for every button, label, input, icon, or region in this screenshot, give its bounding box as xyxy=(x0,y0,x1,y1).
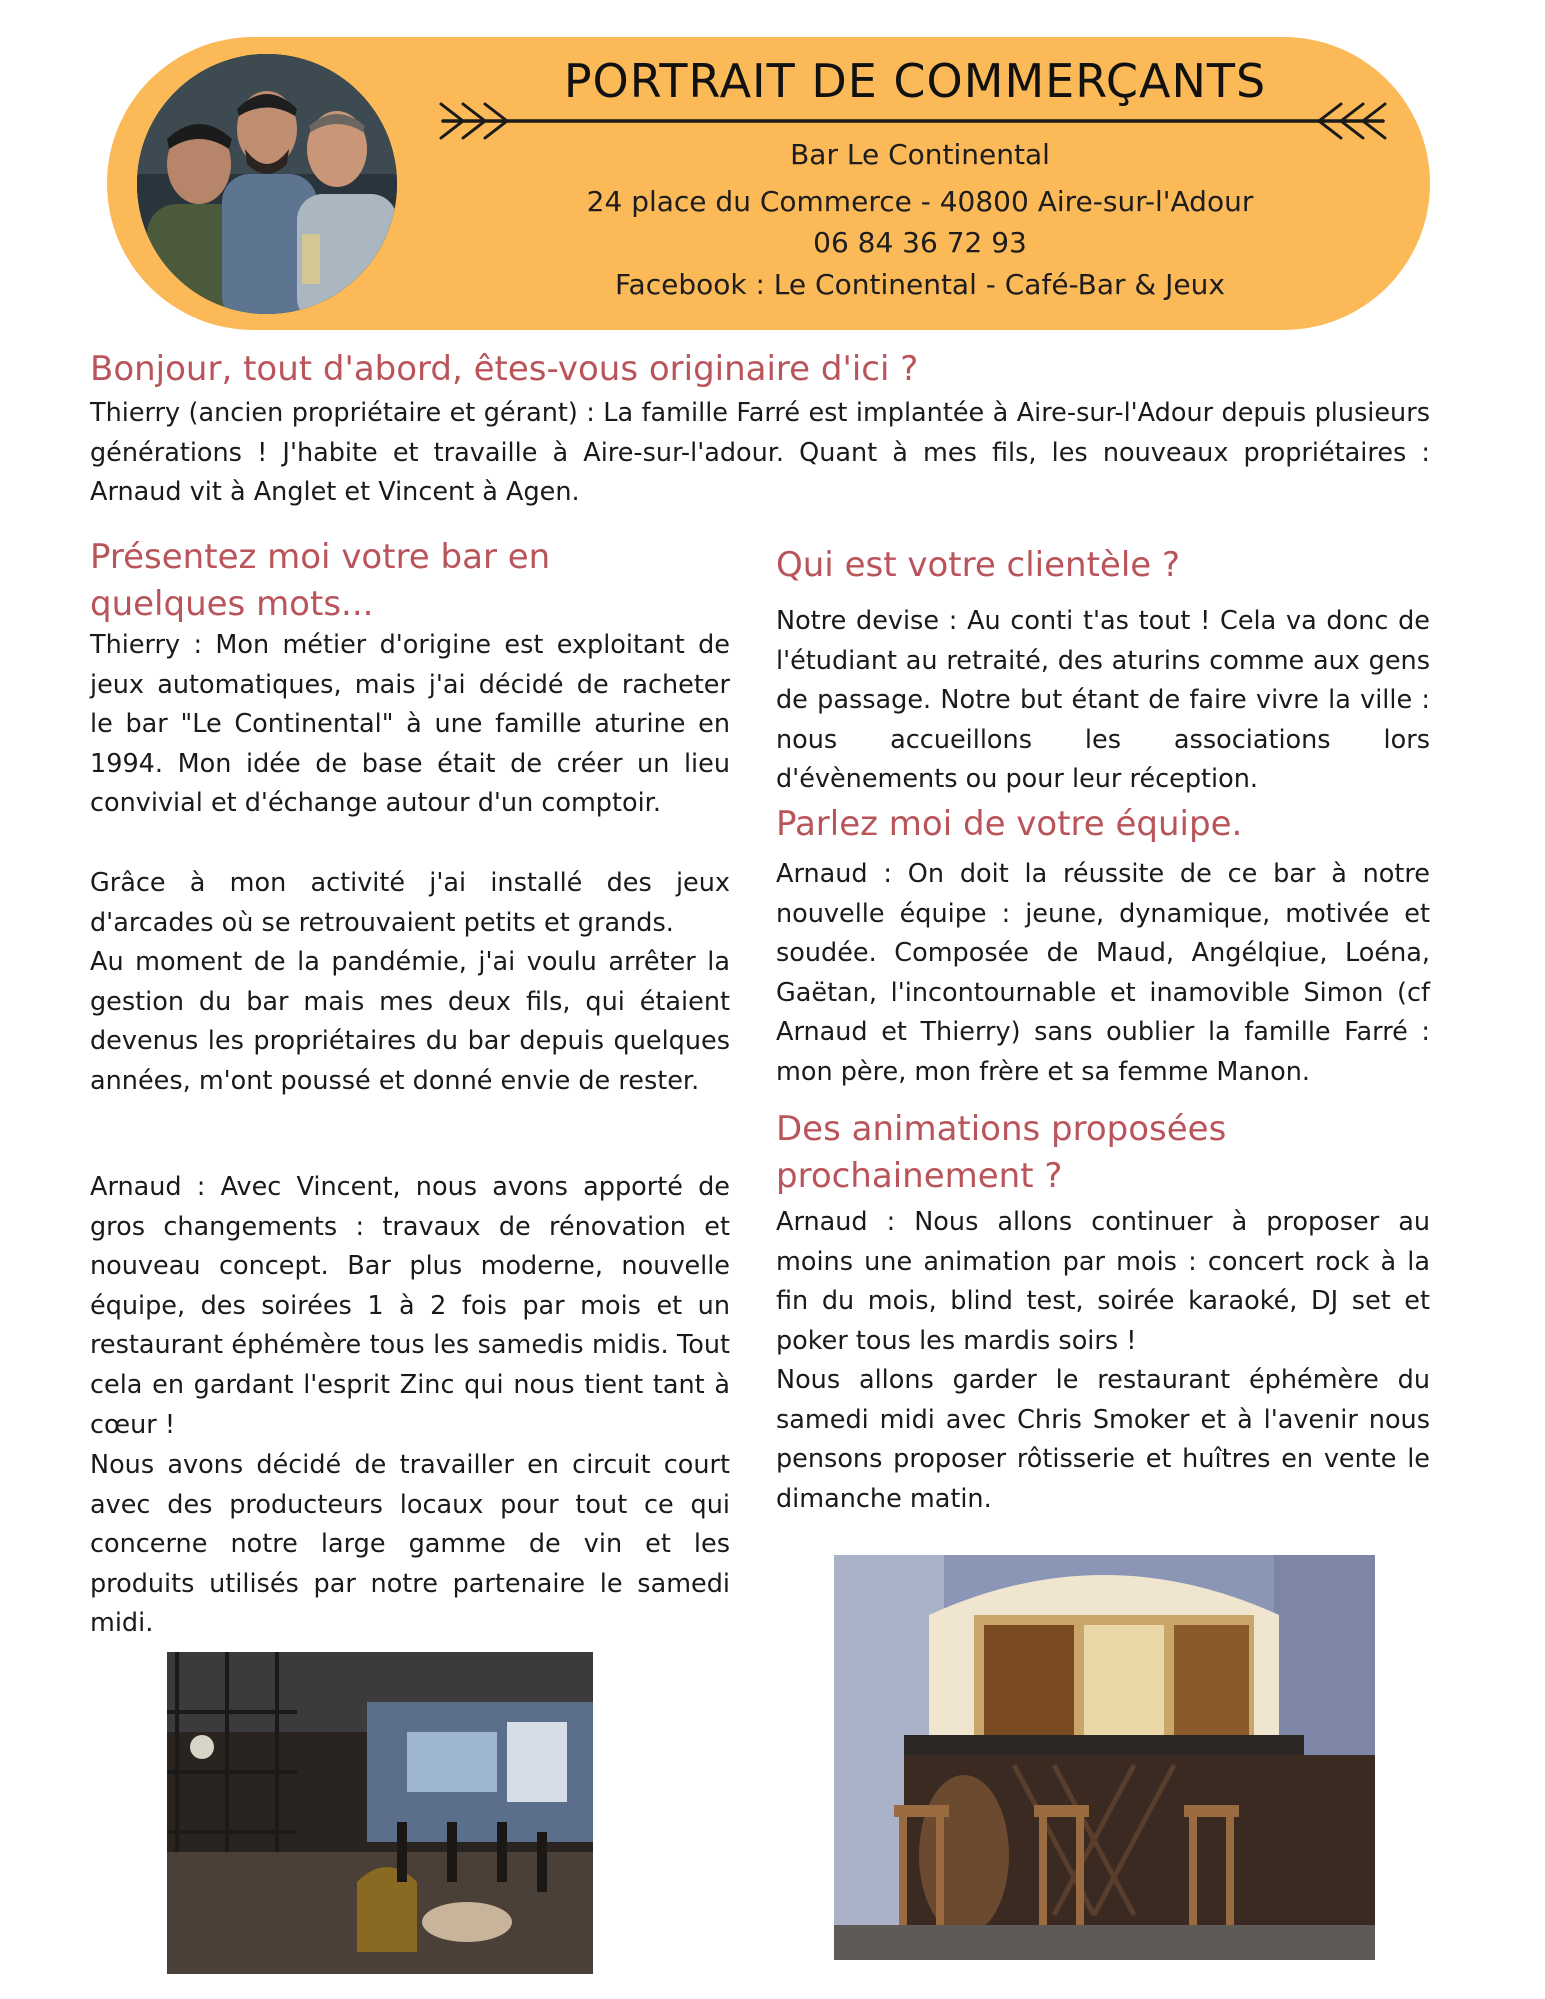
bar-interior-photo xyxy=(167,1652,593,1974)
right-question-2: Parlez moi de votre équipe. xyxy=(776,804,1243,844)
intro-answer: Thierry (ancien propriétaire et gérant) : La famille Farré est implantée à Aire-sur-l'Adour depuis plusieurs générations ! J'habite et travaille à Aire-sur-l'adour. Quant à mes fils, les nouveaux propriétaires : Arnaud vit à Anglet et Vincent à Agen. xyxy=(90,398,1430,508)
right-answer-4: Nous allons garder le restaurant éphémère du samedi midi avec Chris Smoker et à l'avenir nous pensons proposer rôtisserie et huîtres en vente le dimanche matin. xyxy=(776,1365,1430,1514)
right-question-1: Qui est votre clientèle ? xyxy=(776,545,1181,585)
right-answer-2: Arnaud : On doit la réussite de ce bar à notre nouvelle équipe : jeune, dynamique, motivée et soudée. Composée de Maud, Angélqiue, Loéna, Gaëtan, l'incontournable et inamovible Simon (cf Arnaud et Thierry) sans oublier la famille Farré : mon père, mon frère et sa femme Manon. xyxy=(776,859,1430,1087)
bar-phone: 06 84 36 72 93 xyxy=(813,226,1027,259)
bar-address: 24 place du Commerce - 40800 Aire-sur-l'Adour xyxy=(586,185,1254,218)
left-paragraph-2: Grâce à mon activité j'ai installé des jeux d'arcades où se retrouvaient petits et grands. xyxy=(90,868,730,938)
left-paragraph-1: Thierry : Mon métier d'origine est exploitant de jeux automatiques, mais j'ai décidé de racheter le bar "Le Continental" à une famille aturine en 1994. Mon idée de base était de créer un lieu convivial et d'échange autour d'un comptoir. xyxy=(90,630,730,819)
right-question-3: Des animations proposées prochainement ? xyxy=(776,1109,1227,1196)
right-answer-3: Arnaud : Nous allons continuer à proposer au moins une animation par mois : concert rock à la fin du mois, blind test, soirée karaoké, DJ set et poker tous les mardis soirs ! xyxy=(776,1207,1430,1356)
left-question: Présentez moi votre bar en quelques mots... xyxy=(90,537,551,624)
left-paragraph-3: Au moment de la pandémie, j'ai voulu arrêter la gestion du bar mais mes deux fils, qui étaient devenus les propriétaires du bar depuis quelques années, m'ont poussé et donné envie de rester. xyxy=(90,947,730,1096)
right-answer-1: Notre devise : Au conti t'as tout ! Cela va donc de l'étudiant au retraité, des aturins comme aux gens de passage. Notre but étant de faire vivre la ville : nous accueillons les associations lors d'évènements ou pour leur réception. xyxy=(776,606,1430,795)
left-paragraph-4: Arnaud : Avec Vincent, nous avons apporté de gros changements : travaux de rénovation et nouveau concept. Bar plus moderne, nouvelle équipe, des soirées 1 à 2 fois par mois et un restaurant éphémère tous les samedis midis. Tout cela en gardant l'esprit Zinc qui nous tient tant à cœur ! xyxy=(90,1172,730,1440)
bar-facebook: Facebook : Le Continental - Café-Bar & Jeux xyxy=(615,268,1225,301)
owners-photo xyxy=(137,54,397,314)
bar-counter-photo xyxy=(834,1555,1375,1960)
left-paragraph-5: Nous avons décidé de travailler en circuit court avec des producteurs locaux pour tout ce qui concerne notre large gamme de vin et les produits utilisés par notre partenaire le samedi midi. xyxy=(90,1450,730,1639)
page-title: PORTRAIT DE COMMERÇANTS xyxy=(563,54,1267,108)
bar-name: Bar Le Continental xyxy=(790,138,1050,171)
intro-question: Bonjour, tout d'abord, êtes-vous originaire d'ici ? xyxy=(90,349,919,389)
